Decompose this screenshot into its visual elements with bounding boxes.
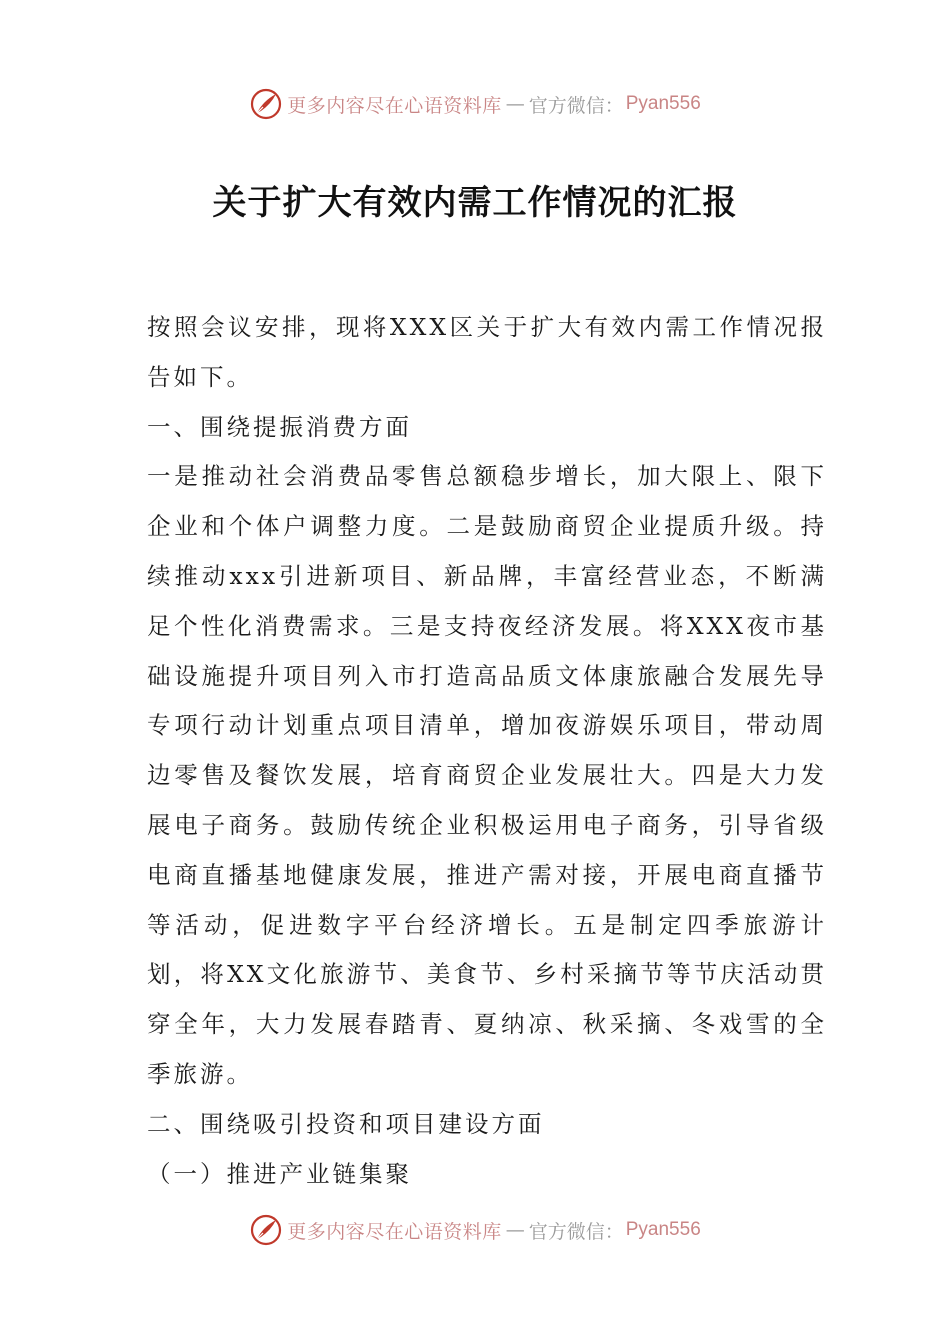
watermark-wechat-label: 官方微信：	[528, 94, 624, 117]
watermark-brand: 更多内容尽在心语资料库	[287, 1220, 502, 1243]
quill-logo-icon	[249, 1213, 283, 1247]
watermark-wechat-id: Pyan556	[625, 93, 701, 114]
section-heading-2: 二、围绕吸引投资和项目建设方面	[147, 1109, 545, 1138]
watermark-wechat-label: 官方微信：	[528, 1220, 624, 1243]
document-body	[147, 303, 827, 1199]
subsection-heading-1: （一）推进产业链集聚	[147, 1159, 412, 1188]
quill-logo-icon	[249, 87, 283, 121]
watermark-dash: —	[505, 93, 525, 115]
document-title: 关于扩大有效内需工作情况的汇报	[212, 183, 738, 223]
watermark-dash: —	[505, 1219, 525, 1241]
intro-paragraph: 按照会议安排，现将XXX区关于扩大有效内需工作情况报告如下。	[147, 313, 827, 391]
header-watermark	[0, 84, 950, 124]
watermark-brand: 更多内容尽在心语资料库	[287, 94, 502, 117]
section-heading-1: 一、围绕提振消费方面	[147, 412, 412, 441]
watermark-wechat-id: Pyan556	[625, 1219, 701, 1240]
consumption-paragraph: 一是推动社会消费品零售总额稳步增长，加大限上、限下企业和个体户调整力度。二是鼓励商贸企业提质升级。持续推动xxx引进新项目、新品牌，丰富经营业态，不断满足个性化消费需求。三是支持夜经济发展。将XXX夜市基础设施提升项目列入市打造高品质文体康旅融合发展先导专项行动计划重点项目清单，增加夜游娱乐项目，带动周边零售及餐饮发展，培育商贸企业发展壮大。四是大力发展电子商务。鼓励传统企业积极运用电子商务，引导省级电商直播基地健康发展，推进产需对接，开展电商直播节等活动，促进数字平台经济增长。五是制定四季旅游计划，将XX文化旅游节、美食节、乡村采摘节等节庆活动贯穿全年，大力发展春踏青、夏纳凉、秋采摘、冬戏雪的全季旅游。	[147, 462, 827, 1088]
footer-watermark	[0, 1210, 950, 1250]
